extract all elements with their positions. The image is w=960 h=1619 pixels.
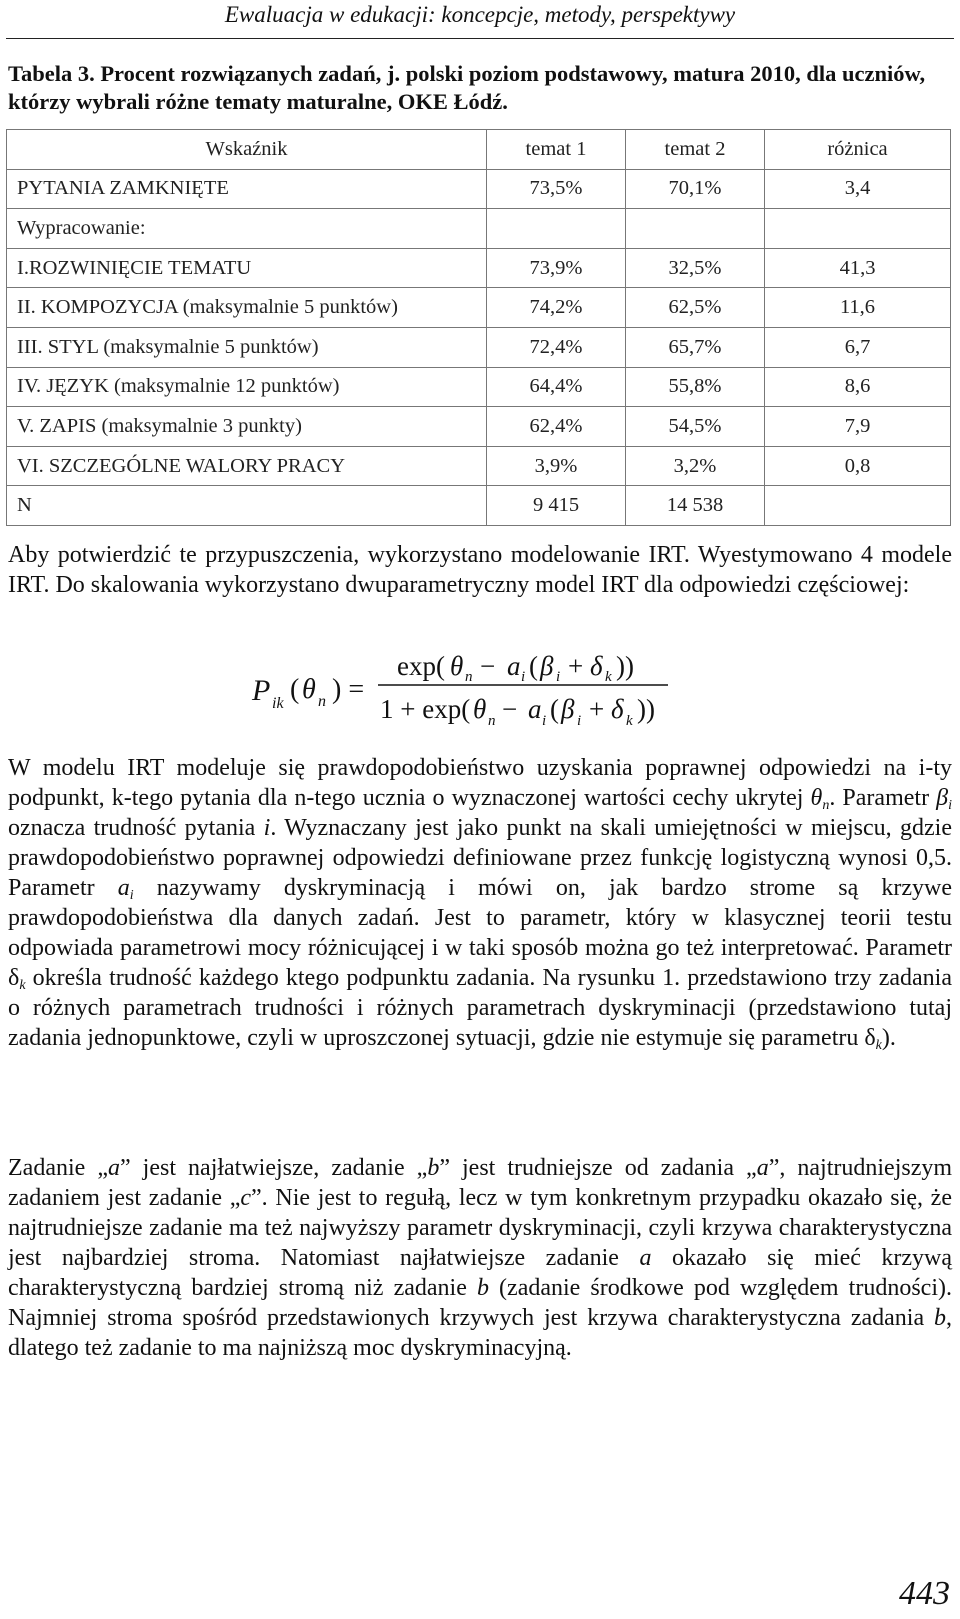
cell-difference: 8,6 <box>765 367 951 407</box>
cell-topic2 <box>626 209 765 249</box>
cell-topic1 <box>487 209 626 249</box>
text-run: ). <box>881 1025 896 1051</box>
row-label: III. STYL (maksymalnie 5 punktów) <box>7 327 487 367</box>
cell-topic1: 64,4% <box>487 367 626 407</box>
cell-topic2: 70,1% <box>626 169 765 209</box>
theta-symbol: θ <box>810 785 823 811</box>
table-row <box>7 446 951 486</box>
delta-symbol: δ <box>8 965 20 991</box>
text-run: ”. Nie jest to regułą, lecz w tym konkretnym przypadku okazało się, że najtrudniejsze zadanie ma też najwyższy parametr dyskryminacji, czyli krzywa charakterystyczna jest najbardziej stroma. Natomiast najłatwiejsze zadanie <box>8 1185 952 1271</box>
cell-topic2: 62,5% <box>626 288 765 328</box>
cell-topic2: 55,8% <box>626 367 765 407</box>
formula-num-close: )) <box>616 651 634 681</box>
paragraph-irt-intro: Aby potwierdzić te przypuszczenia, wykorzystano modelowanie IRT. Wyestymowano 4 modele IRT. Do skalowania wykorzystano dwuparametryczny model IRT dla odpowiedzi częściowej: <box>8 542 952 598</box>
text-run: Zadanie „ <box>8 1155 108 1181</box>
text-run: nazywamy dyskryminacją i mówi on, jak bardzo strome są krzywe prawdopodobieństwa dla danych zadań. Jest to parametr, który w klasycznej teorii testu odpowiada parametrowi mocy różnicującej i w taki sposób można go też interpretować. Parametr <box>8 875 952 961</box>
table-row <box>7 407 951 447</box>
cell-difference: 11,6 <box>765 288 951 328</box>
theta-subscript: n <box>822 798 830 813</box>
header-rule <box>6 38 954 39</box>
task-label: b <box>476 1275 489 1301</box>
formula-den-theta: θ <box>473 694 487 724</box>
cell-difference: 6,7 <box>765 327 951 367</box>
text-run: . Wyznaczany jest jako punkt na skali umiejętności w miejscu, gdzie prawdopodobieństwo poprawnej odpowiedzi definiowane przez funkcję logistyczną wynosi 0,5. Parametr <box>8 815 952 901</box>
formula-lhs-sub-n: n <box>318 693 326 710</box>
results-table <box>6 129 951 526</box>
formula-den-beta: β <box>561 694 575 724</box>
formula-num-sub-i2: i <box>556 669 561 685</box>
task-label: a <box>639 1245 652 1271</box>
delta-subscript: k <box>19 978 26 993</box>
header-cell-indicator: Wskaźnik <box>7 130 487 170</box>
formula-num-delta: δ <box>590 651 603 681</box>
text-run: . Parametr <box>829 785 937 811</box>
formula-den-sub-k: k <box>626 713 633 729</box>
cell-difference: 7,9 <box>765 407 951 447</box>
delta-subscript: k <box>875 1038 882 1053</box>
text-run: , dlatego też zadanie to ma najniższą moc dyskryminacyjną. <box>8 1305 952 1361</box>
cell-topic2: 54,5% <box>626 407 765 447</box>
row-label: Wypracowanie: <box>7 209 487 249</box>
table-row <box>7 169 951 209</box>
row-label: I.ROZWINIĘCIE TEMATU <box>7 248 487 288</box>
formula-num-open: ( <box>529 651 538 681</box>
beta-subscript: i <box>948 798 953 813</box>
beta-symbol: β <box>936 785 949 811</box>
table-header-row <box>7 130 951 170</box>
task-label: b <box>934 1305 946 1331</box>
formula-num-exp: exp( <box>397 651 445 681</box>
table-row <box>7 288 951 328</box>
formula-den-minus: − <box>502 694 518 724</box>
cell-topic1: 73,5% <box>487 169 626 209</box>
text-run: W modelu IRT modeluje się prawdopodobieństwo uzyskania poprawnej odpowiedzi na i-ty podpunkt, k-tego pytania dla n-tego ucznia o wyznaczonej wartości cechy ukrytej <box>8 755 952 811</box>
formula-num-theta: θ <box>450 651 464 681</box>
cell-topic1: 62,4% <box>487 407 626 447</box>
formula-den-a: a <box>528 694 542 724</box>
row-label: IV. JĘZYK (maksymalnie 12 punktów) <box>7 367 487 407</box>
page-number: 443 <box>899 1575 950 1612</box>
cell-topic1: 3,9% <box>487 446 626 486</box>
formula-den-oneplus: 1 + exp( <box>380 694 471 724</box>
header-cell-topic2: temat 2 <box>626 130 765 170</box>
cell-topic2: 32,5% <box>626 248 765 288</box>
formula-den-close: )) <box>637 694 655 724</box>
task-label: a <box>756 1155 769 1181</box>
cell-topic1: 72,4% <box>487 327 626 367</box>
cell-topic1: 74,2% <box>487 288 626 328</box>
formula-p-sub: ik <box>272 695 284 712</box>
cell-topic2: 14 538 <box>626 486 765 526</box>
table-row <box>7 327 951 367</box>
paragraph-irt-explanation <box>8 753 952 1053</box>
formula-num-sub-n: n <box>465 669 473 685</box>
a-subscript: i <box>129 888 134 903</box>
formula-lhs-close: ) = <box>332 674 365 705</box>
formula-den-sub-i2: i <box>577 713 582 729</box>
table-row <box>7 367 951 407</box>
cell-difference <box>765 209 951 249</box>
formula-den-sub-i: i <box>542 713 547 729</box>
a-symbol: a <box>117 875 130 901</box>
text-run: oznacza trudność pytania <box>8 815 264 841</box>
delta-symbol: δ <box>864 1025 876 1051</box>
text-run: okazało się mieć krzywą charakterystyczną bardziej stromą niż zadanie <box>8 1245 953 1301</box>
cell-topic1: 9 415 <box>487 486 626 526</box>
running-head: Ewaluacja w edukacji: koncepcje, metody, perspektywy <box>224 2 736 27</box>
row-label: II. KOMPOZYCJA (maksymalnie 5 punktów) <box>7 288 487 328</box>
text-run: (zadanie środkowe pod względem trudności). Najmniej stroma spośród przedstawionych krzywych jest krzywa charakterystyczna zadania <box>8 1275 952 1331</box>
cell-topic2: 65,7% <box>626 327 765 367</box>
cell-topic1: 73,9% <box>487 248 626 288</box>
task-label: b <box>427 1155 440 1181</box>
formula-den-open: ( <box>550 694 559 724</box>
formula-num-a: a <box>507 651 521 681</box>
row-label: VI. SZCZEGÓLNE WALORY PRACY <box>7 446 487 486</box>
cell-topic2: 3,2% <box>626 446 765 486</box>
formula-den-delta: δ <box>611 694 624 724</box>
formula-num-minus: − <box>480 651 496 681</box>
text-run: ”, najtrudniejszym zadaniem jest zadanie „ <box>8 1155 953 1211</box>
paragraph-tasks-comparison <box>8 1153 952 1363</box>
formula-num-plus: + <box>568 651 584 681</box>
formula-p: P <box>252 674 271 707</box>
table-caption: Tabela 3. Procent rozwiązanych zadań, j. polski poziom podstawowy, matura 2010, dla uczniów, którzy wybrali różne tematy maturalne, OKE Łódź. <box>8 61 926 114</box>
formula-num-sub-k: k <box>605 669 612 685</box>
task-label: a <box>107 1155 120 1181</box>
cell-difference <box>765 486 951 526</box>
irt-formula <box>250 648 690 732</box>
cell-difference: 41,3 <box>765 248 951 288</box>
cell-difference: 3,4 <box>765 169 951 209</box>
formula-lhs-theta: θ <box>302 674 316 705</box>
formula-num-beta: β <box>540 651 554 681</box>
task-label: c <box>240 1185 251 1211</box>
formula-den-plus: + <box>589 694 605 724</box>
row-label: N <box>7 486 487 526</box>
formula-num-sub-i: i <box>521 669 526 685</box>
table-row <box>7 486 951 526</box>
text-run: określa trudność każdego ktego podpunktu zadania. Na rysunku 1. przedstawiono trzy zadania o różnych parametrach trudności i różnych parametrach dyskryminacji (przedstawiono tutaj zadania jednopunktowe, czyli w uproszczonej sytuacji, gdzie nie estymuje się parametru <box>8 965 952 1051</box>
italic-i: i <box>263 815 271 841</box>
formula-den-sub-n: n <box>488 713 496 729</box>
header-cell-difference: różnica <box>765 130 951 170</box>
formula-lhs-open: ( <box>290 674 300 705</box>
text-run: ” jest najłatwiejsze, zadanie „ <box>119 1155 428 1181</box>
row-label: V. ZAPIS (maksymalnie 3 punkty) <box>7 407 487 447</box>
cell-difference: 0,8 <box>765 446 951 486</box>
header-cell-topic1: temat 1 <box>487 130 626 170</box>
table-row <box>7 248 951 288</box>
row-label: PYTANIA ZAMKNIĘTE <box>7 169 487 209</box>
text-run: ” jest trudniejsze od zadania „ <box>439 1155 757 1181</box>
table-row <box>7 209 951 249</box>
